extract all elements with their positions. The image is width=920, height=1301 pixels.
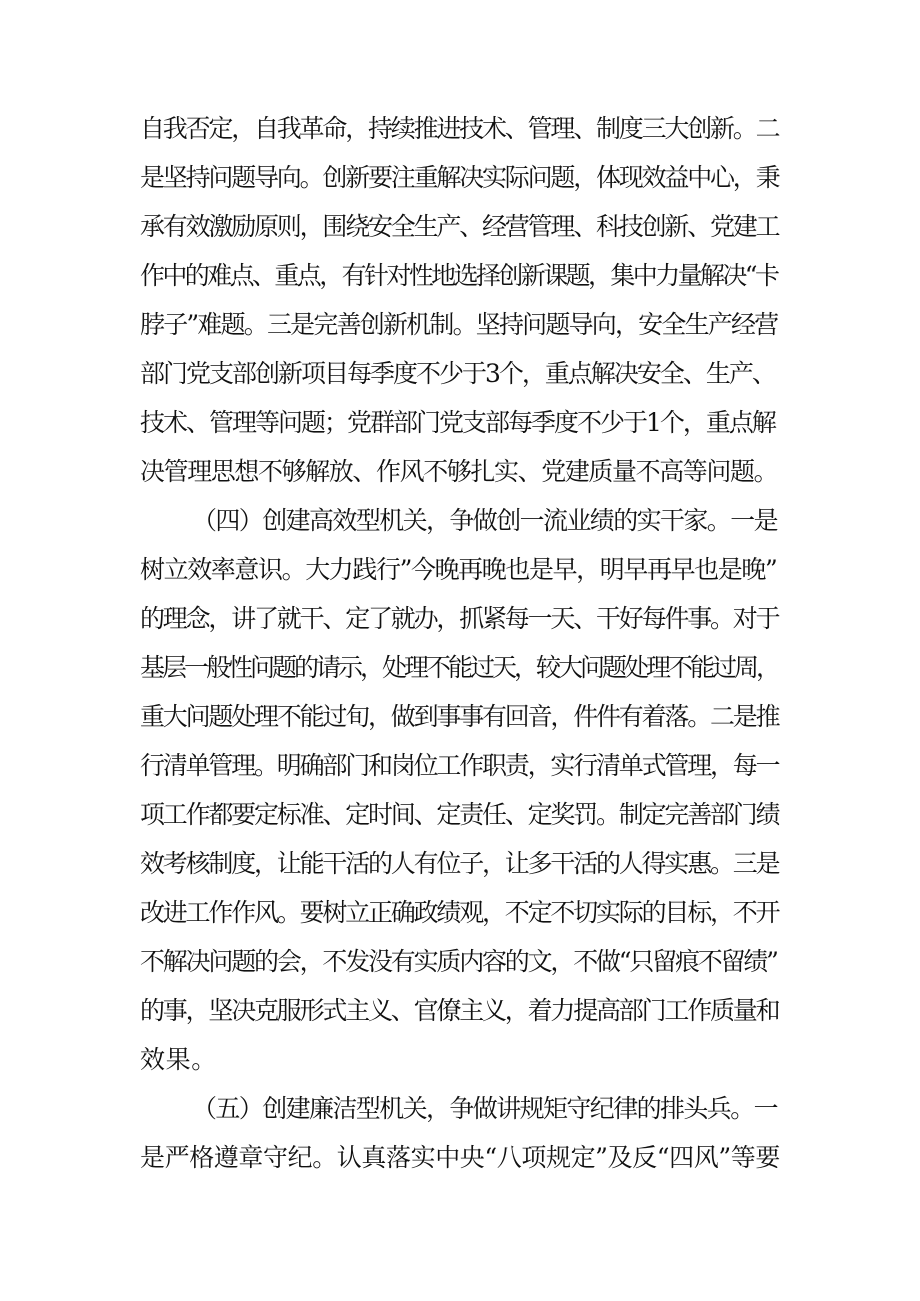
text-line: 改进工作作风。要树立正确政绩观，不定不切实际的目标，不开 <box>140 898 779 927</box>
text-line: 承有效激励原则，围绕安全生产、经营管理、科技创新、党建工 <box>140 212 779 241</box>
section-heading-five: （五）创建廉洁型机关，争做讲规矩守纪律的排头兵。一 <box>192 1094 778 1123</box>
section-heading-four: （四）创建高效型机关，争做创一流业绩的实干家。一是 <box>192 506 778 535</box>
text-line: 效考核制度，让能干活的人有位子，让多干活的人得实惠。三是 <box>140 849 779 878</box>
text-line: 是坚持问题导向。创新要注重解决实际问题，体现效益中心，秉 <box>140 163 779 192</box>
text-line: 效果。 <box>140 1045 217 1074</box>
text-line: 树立效率意识。大力践行”今晚再晚也是早，明早再早也是晚” <box>140 555 777 584</box>
text-line: 的事，坚决克服形式主义、官僚主义，着力提高部门工作质量和 <box>140 996 779 1025</box>
text-line: 行清单管理。明确部门和岗位工作职责，实行清单式管理，每一 <box>140 751 779 780</box>
text-line: 部门党支部创新项目每季度不少于3个，重点解决安全、生产、 <box>140 359 775 388</box>
text-line: 重大问题处理不能过旬，做到事事有回音，件件有着落。二是推 <box>140 702 779 731</box>
text-line: 作中的难点、重点，有针对性地选择创新课题，集中力量解决“卡 <box>140 261 778 290</box>
text-line: 决管理思想不够解放、作风不够扎实、党建质量不高等问题。 <box>140 457 778 486</box>
text-line: 自我否定，自我革命，持续推进技术、管理、制度三大创新。二 <box>140 114 779 143</box>
text-line: 不解决问题的会，不发没有实质内容的文，不做“只留痕不留绩” <box>140 947 777 976</box>
text-line: 技术、管理等问题；党群部门党支部每季度不少于1个，重点解 <box>140 408 775 437</box>
text-line: 基层一般性问题的请示，处理不能过天，较大问题处理不能过周， <box>140 653 779 682</box>
text-line: 项工作都要定标准、定时间、定责任、定奖罚。制定完善部门绩 <box>140 800 779 829</box>
text-line: 是严格遵章守纪。认真落实中央“八项规定”及反“四风”等要 <box>140 1143 780 1172</box>
text-line: 的理念，讲了就干、定了就办，抓紧每一天、干好每件事。对于 <box>140 604 779 633</box>
text-line: 脖子”难题。三是完善创新机制。坚持问题导向，安全生产经营 <box>140 310 778 339</box>
